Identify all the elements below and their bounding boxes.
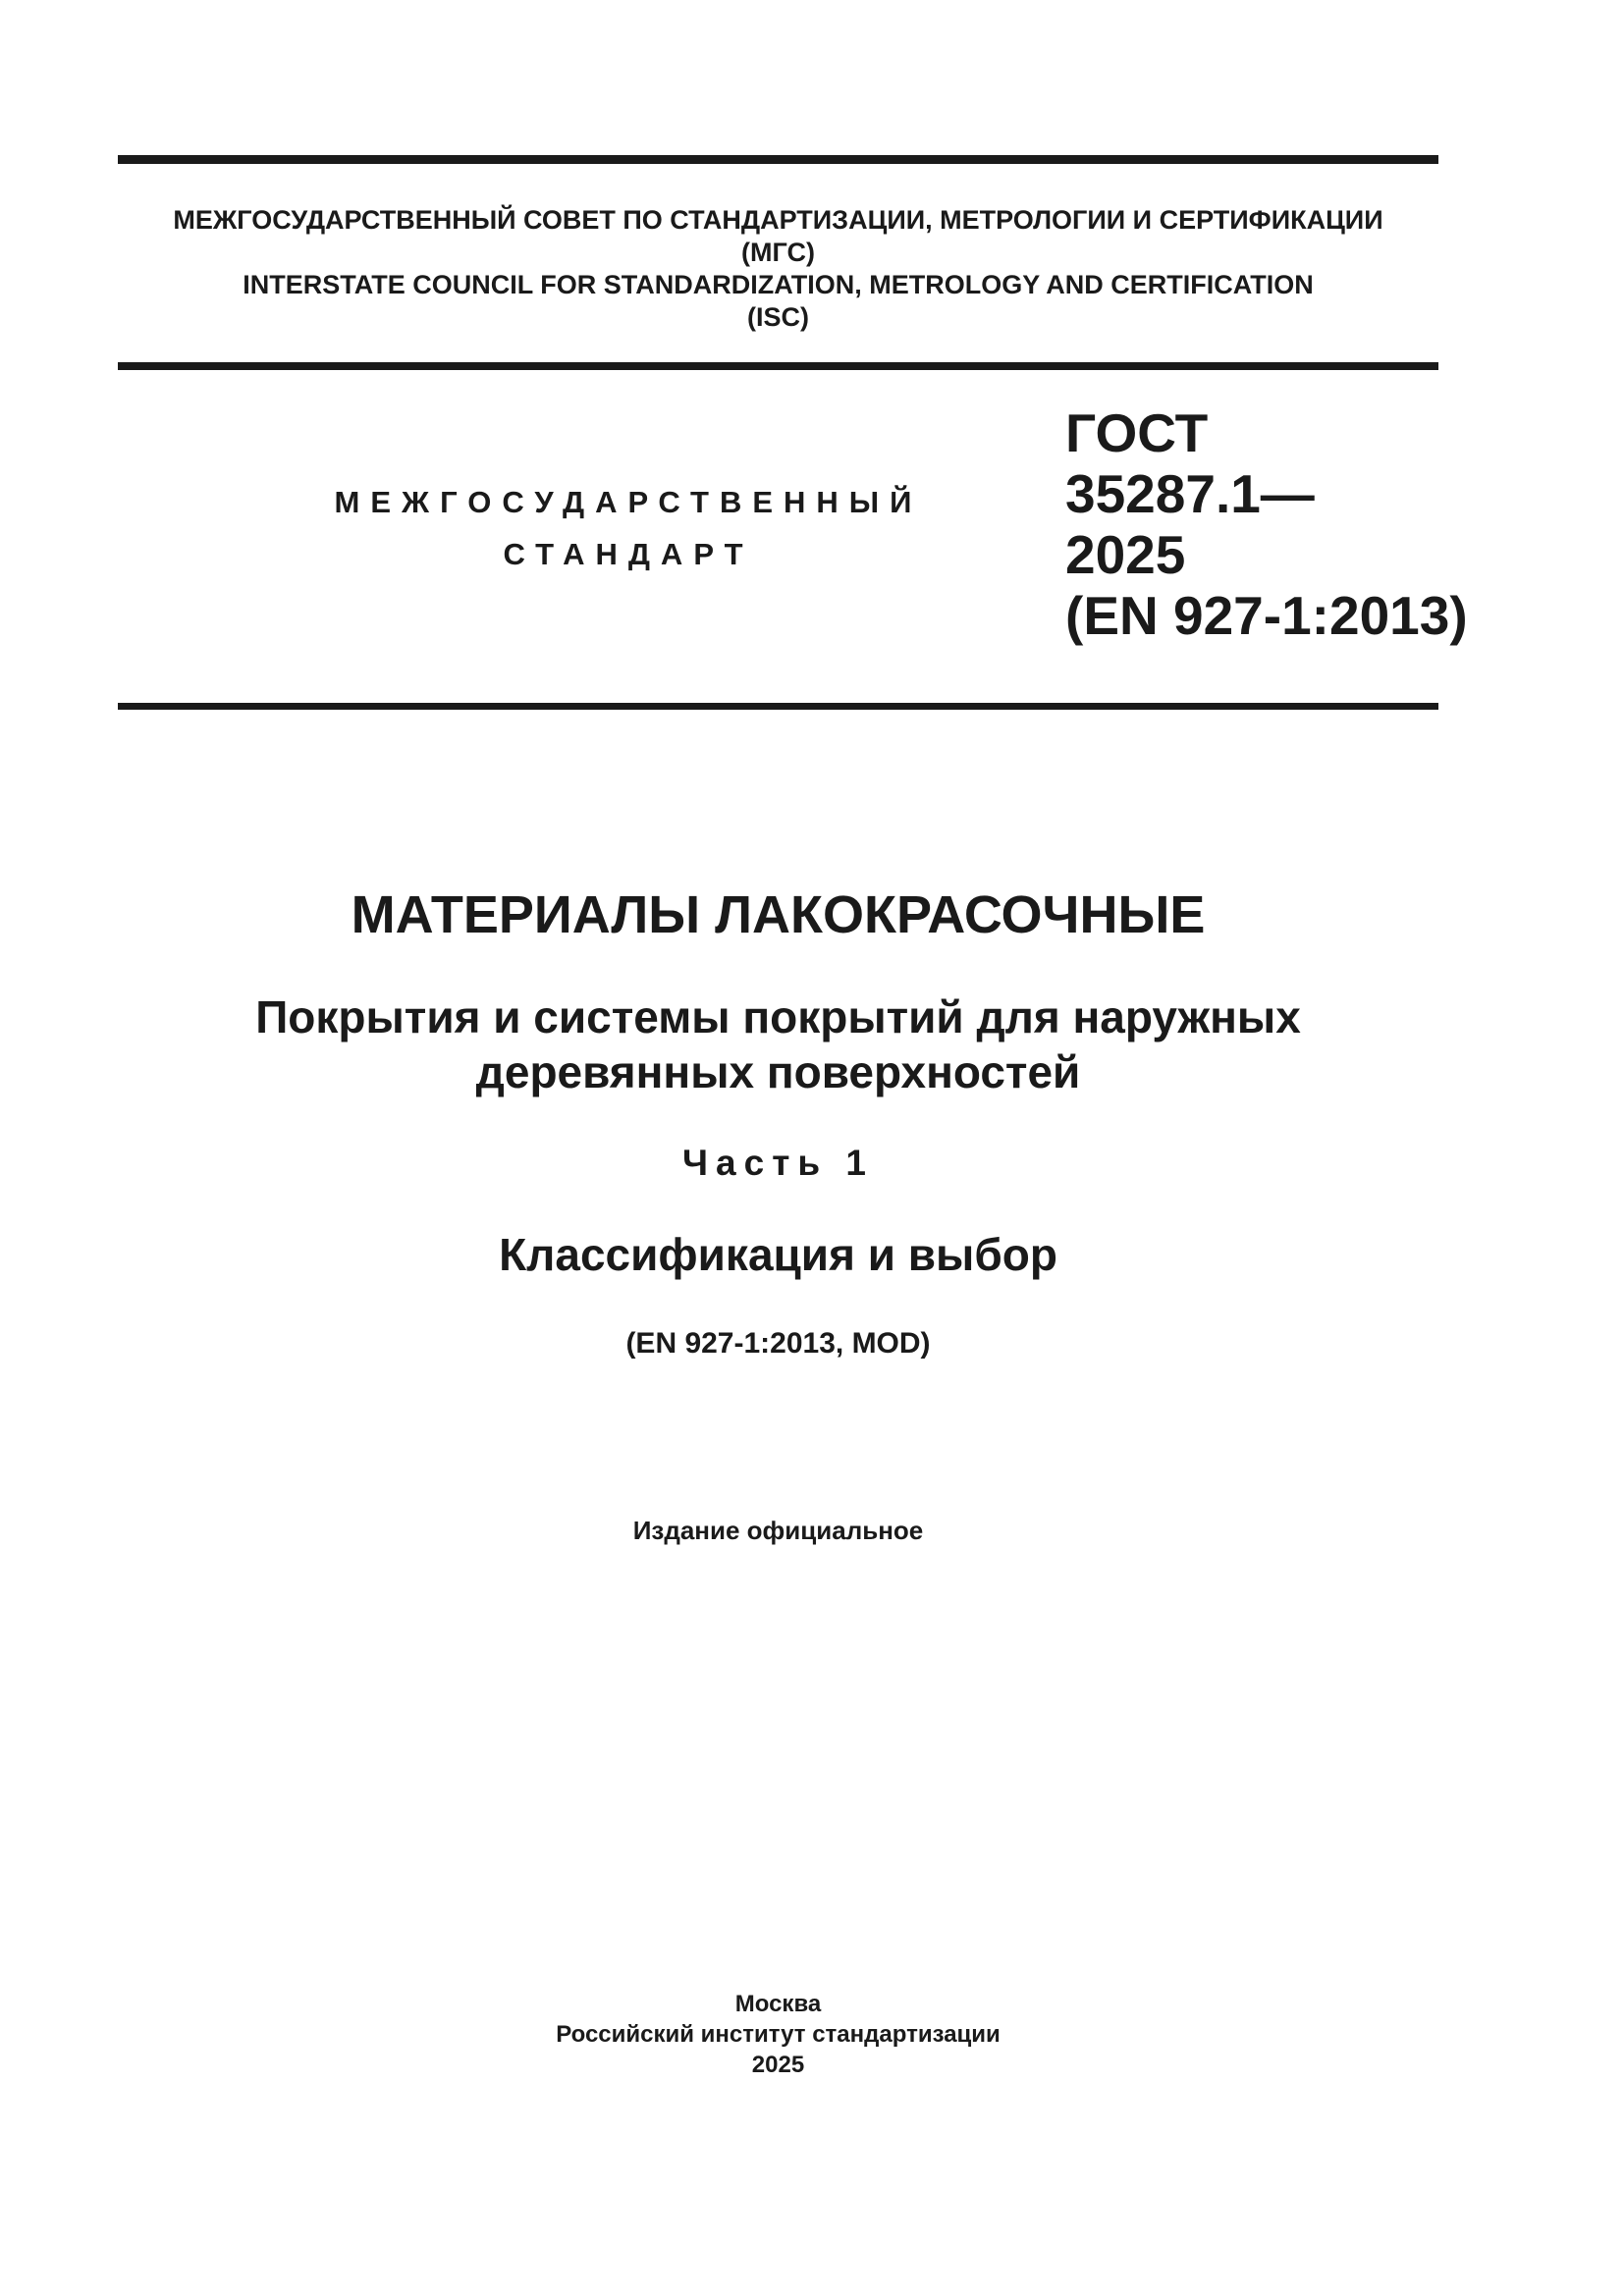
standard-kind-line2: СТАНДАРТ (503, 537, 754, 571)
part-label: Часть 1 (682, 1143, 874, 1183)
document-title: МАТЕРИАЛЫ ЛАКОКРАСОЧНЫЕ (351, 885, 1206, 944)
document-subtitle-line2: деревянных поверхностей (475, 1046, 1081, 1097)
imprint-publisher: Российский институт стандартизации (556, 2021, 1001, 2048)
document-subtitle (118, 989, 1438, 1099)
edition-label: Издание официальное (632, 1516, 924, 1545)
designation-prefix: ГОСТ (1065, 402, 1209, 463)
bottom-rule (118, 703, 1438, 710)
standard-designation (1065, 402, 1468, 646)
part-title: Классификация и выбор (499, 1229, 1057, 1280)
top-rule (118, 155, 1438, 164)
standard-kind-line1: МЕЖГОСУДАРСТВЕННЫЙ (334, 485, 923, 519)
imprint-city: Москва (734, 1991, 822, 2017)
council-name-en: INTERSTATE COUNCIL FOR STANDARDIZATION, METROLOGY AND CERTIFICATION (243, 270, 1314, 299)
council-header (118, 204, 1438, 334)
document-subtitle-line1: Покрытия и системы покрытий для наружных (255, 991, 1301, 1042)
council-name-ru: МЕЖГОСУДАРСТВЕННЫЙ СОВЕТ ПО СТАНДАРТИЗАЦИИ, МЕТРОЛОГИИ И СЕРТИФИКАЦИИ (173, 205, 1383, 235)
middle-rule (118, 362, 1438, 370)
designation-reference: (EN 927-1:2013) (1065, 585, 1468, 646)
designation-year: 2025 (1065, 524, 1186, 585)
designation-number: 35287.1— (1065, 463, 1315, 524)
council-abbr-ru: (МГС) (741, 238, 815, 267)
standard-kind (295, 476, 962, 580)
imprint-year: 2025 (751, 2052, 805, 2078)
council-abbr-en: (ISC) (747, 302, 809, 332)
equivalence-reference: (EN 927-1:2013, MOD) (625, 1327, 931, 1360)
imprint (118, 1989, 1438, 2080)
